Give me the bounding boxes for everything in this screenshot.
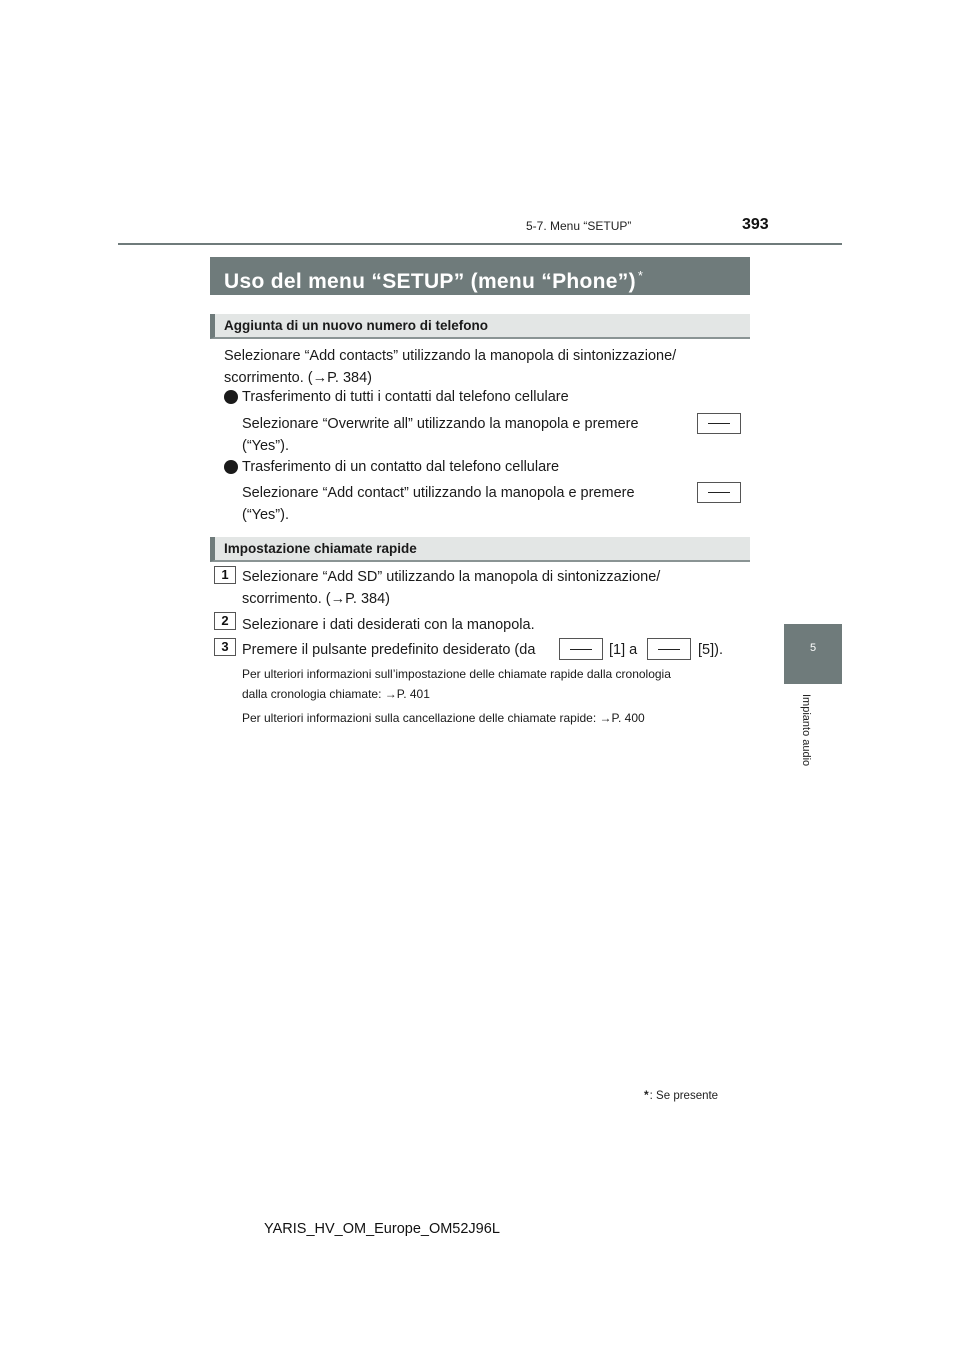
section-heading-add-number: Aggiunta di un nuovo numero di telefono <box>210 314 750 339</box>
footer-doc-id: YARIS_HV_OM_Europe_OM52J96L <box>264 1221 500 1237</box>
bullet2-line-2: (“Yes”). <box>242 507 289 523</box>
page-title <box>210 257 750 295</box>
header-section: 5-7. Menu “SETUP” <box>526 219 632 233</box>
preset-key-button <box>647 638 691 660</box>
chapter-tab: 5 <box>784 624 842 684</box>
step1-line-1: Selezionare “Add SD” utilizzando la manopola di sintonizzazione/ <box>242 569 661 585</box>
step-number-3: 3 <box>214 638 236 656</box>
bullet2-line-1: Selezionare “Add contact” utilizzando la manopola e premere <box>242 485 635 501</box>
bullet-icon <box>224 390 238 404</box>
preset-key-button <box>559 638 603 660</box>
bullet1-title: Trasferimento di tutti i contatti dal telefono cellulare <box>242 389 569 405</box>
intro-line-1: Selezionare “Add contacts” utilizzando la manopola di sintonizzazione/ <box>224 348 677 364</box>
step3-text-part3: [5]). <box>698 642 723 658</box>
step3-text-part1: Premere il pulsante predefinito desiderato (da <box>242 642 536 658</box>
intro-line-2: scorrimento. (→P. 384) <box>224 370 373 386</box>
page-number: 393 <box>742 216 769 233</box>
chapter-label: Impianto audio <box>800 694 812 767</box>
bullet1-line-1: Selezionare “Overwrite all” utilizzando la manopola e premere <box>242 416 639 432</box>
page-title-text: Uso del menu “SETUP” (menu “Phone”) <box>224 270 636 293</box>
yes-key-button <box>697 482 741 503</box>
header-rule <box>118 243 842 245</box>
footnote <box>644 1088 718 1102</box>
step3-text-part2: [1] a <box>609 642 638 658</box>
key-dash-icon <box>658 649 680 650</box>
yes-key-button <box>697 413 741 434</box>
bullet-icon <box>224 460 238 474</box>
key-dash-icon <box>570 649 592 650</box>
footnote-asterisk: * <box>644 1088 649 1102</box>
note1-line-1: Per ulteriori informazioni sull’impostazione delle chiamate rapide dalla cronologia <box>242 667 671 681</box>
asterisk-mark: * <box>637 268 644 283</box>
bullet2-title: Trasferimento di un contatto dal telefono cellulare <box>242 459 560 475</box>
step2-text: Selezionare i dati desiderati con la manopola. <box>242 617 535 633</box>
step1-line-2: scorrimento. (→P. 384) <box>242 591 391 607</box>
step-number-2: 2 <box>214 612 236 630</box>
section-heading-speed-dial: Impostazione chiamate rapide <box>210 537 750 562</box>
note2: Per ulteriori informazioni sulla cancellazione delle chiamate rapide: →P. 400 <box>242 711 645 725</box>
key-dash-icon <box>708 492 730 493</box>
bullet1-line-2: (“Yes”). <box>242 438 289 454</box>
footnote-text: : Se presente <box>649 1090 719 1102</box>
step-number-1: 1 <box>214 566 236 584</box>
note1-line-2: dalla cronologia chiamate: →P. 401 <box>242 687 430 701</box>
key-dash-icon <box>708 423 730 424</box>
